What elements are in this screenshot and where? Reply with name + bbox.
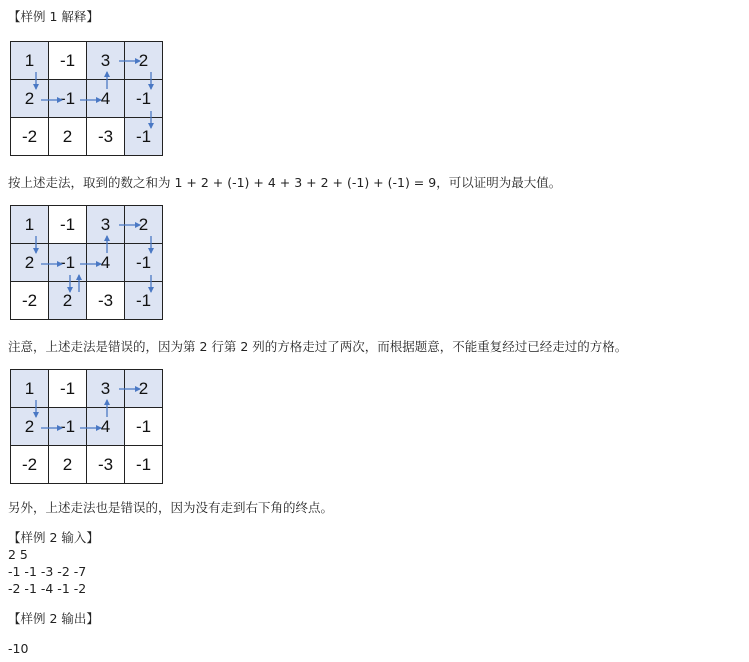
grid-cell: -3 — [87, 446, 125, 484]
grid-cell: 2 — [125, 370, 163, 408]
grid-cell: 2 — [11, 244, 49, 282]
grid-cell: 1 — [11, 42, 49, 80]
sample1-explanation-title: 【样例 1 解释】 — [8, 9, 99, 24]
grid-cell: -1 — [49, 244, 87, 282]
grid-cell: -1 — [125, 244, 163, 282]
grid-cell: 2 — [11, 80, 49, 118]
explanation-text-valid: 按上述走法，取到的数之和为 1 + 2 + (-1) + 4 + 3 + 2 + (-1) + (-1) = 9，可以证明为最大值。 — [8, 175, 562, 190]
grid-cell: -1 — [49, 370, 87, 408]
grid-cell: 4 — [87, 244, 125, 282]
explanation-text-repeat-error: 注意，上述走法是错误的，因为第 2 行第 2 列的方格走过了两次，而根据题意，不能重复经过已经走过的方格。 — [8, 339, 628, 354]
grid-cell: -1 — [49, 80, 87, 118]
grid-invalid-repeat — [10, 205, 163, 320]
grid-cell: 2 — [49, 446, 87, 484]
grid-cell: 1 — [11, 206, 49, 244]
sample2-input-line: 2 5 — [8, 547, 28, 562]
grid-cell: -1 — [125, 80, 163, 118]
grid-cell: 3 — [87, 206, 125, 244]
grid-cell: -1 — [125, 408, 163, 446]
grid-cell: 2 — [125, 206, 163, 244]
explanation-text-incomplete-error: 另外，上述走法也是错误的，因为没有走到右下角的终点。 — [8, 500, 334, 515]
grid-cell: 2 — [125, 42, 163, 80]
grid-cell: -3 — [87, 282, 125, 320]
grid-invalid-incomplete — [10, 369, 163, 484]
grid-cell: -3 — [87, 118, 125, 156]
grid-cell: 3 — [87, 42, 125, 80]
grid-cell: 4 — [87, 408, 125, 446]
grid-cell: 2 — [49, 282, 87, 320]
grid-valid-path — [10, 41, 163, 156]
grid-cell: -1 — [49, 206, 87, 244]
grid-cell: 2 — [49, 118, 87, 156]
sample2-output-value: -10 — [8, 641, 29, 656]
sample2-input-line: -1 -1 -3 -2 -7 — [8, 564, 87, 579]
grid-cell: 4 — [87, 80, 125, 118]
grid-cell: -2 — [11, 446, 49, 484]
grid-cell: 3 — [87, 370, 125, 408]
grid-cell: -1 — [125, 446, 163, 484]
sample2-input-line: -2 -1 -4 -1 -2 — [8, 581, 87, 596]
sample2-output-title: 【样例 2 输出】 — [8, 611, 99, 626]
grid-cell: 2 — [11, 408, 49, 446]
grid-cell: -2 — [11, 282, 49, 320]
sample2-input-title: 【样例 2 输入】 — [8, 530, 99, 545]
grid-cell: 1 — [11, 370, 49, 408]
grid-cell: -1 — [125, 282, 163, 320]
grid-cell: -1 — [49, 408, 87, 446]
grid-cell: -1 — [125, 118, 163, 156]
grid-cell: -1 — [49, 42, 87, 80]
grid-cell: -2 — [11, 118, 49, 156]
